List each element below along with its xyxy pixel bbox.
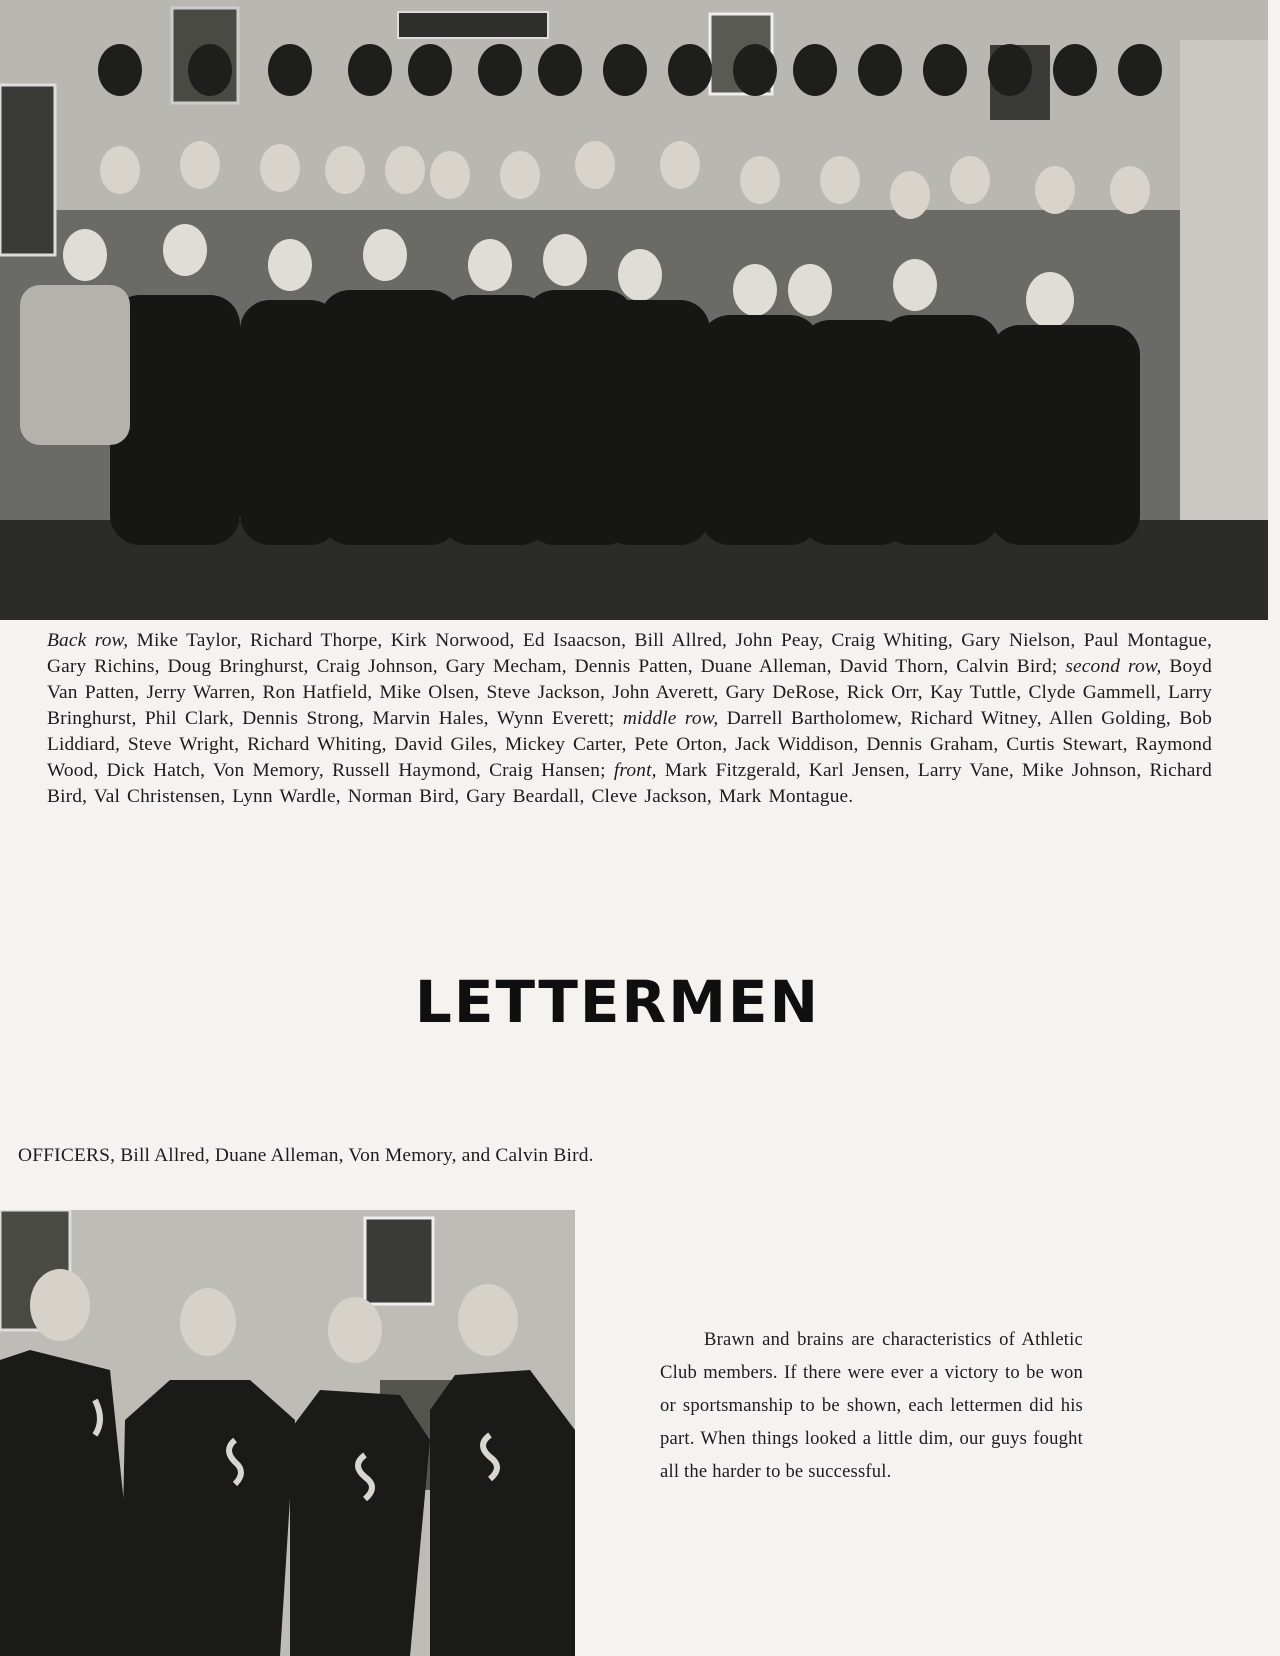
middle-row-names: Darrell Bartholomew, Richard Witney, Allen Golding, Bob Liddiard, Steve Wright, Richard Whiting, David Giles, Mickey Carter, Pete Orton, Jack Widdison, Dennis Graham, Curtis Stewart, Raymond Wood, Dick Hatch, Von Memory, Russell Haymond, Craig Hansen; [47,708,1212,781]
group-photo-art [0,0,1268,620]
officers-photo [0,1210,575,1656]
group-photo [0,0,1268,620]
second-row-names: Boyd Van Patten, Jerry Warren, Ron Hatfield, Mike Olsen, Steve Jackson, John Averett, Gary DeRose, Rick Orr, Kay Tuttle, Clyde Gammell, Larry Bringhurst, Phil Clark, Dennis Strong, Marvin Hales, Wynn Everett; [47,656,1212,729]
officers-caption: OFFICERS, Bill Allred, Duane Alleman, Von Memory, and Calvin Bird. [18,1145,594,1166]
officers-photo-art [0,1210,575,1656]
back-row-names: Mike Taylor, Richard Thorpe, Kirk Norwood, Ed Isaacson, Bill Allred, John Peay, Craig Whiting, Gary Nielson, Paul Montague, Gary Richins, Doug Bringhurst, Craig Johnson, Gary Mecham, Dennis Patten, Duane Alleman, David Thorn, Calvin Bird; [47,630,1212,677]
front-row-names: Mark Fitzgerald, Karl Jensen, Larry Vane, Mike Johnson, Richard Bird, Val Christensen, Lynn Wardle, Norman Bird, Gary Beardall, Cleve Jackson, Mark Montague. [47,760,1212,807]
front-row-label: front, [613,760,657,781]
back-row-label: Back row, [47,630,129,651]
middle-row-label: middle row, [622,708,719,729]
page-title: LETTERMEN [414,968,821,1036]
second-row-label: second row, [1065,656,1162,677]
group-caption [47,628,1212,810]
club-description: Brawn and brains are characteristics of Athletic Club members. If there were ever a victory to be won or sportsmanship to be shown, each lettermen did his part. When things looked a little dim, our guys fought all the harder to be successful. [660,1329,1083,1482]
